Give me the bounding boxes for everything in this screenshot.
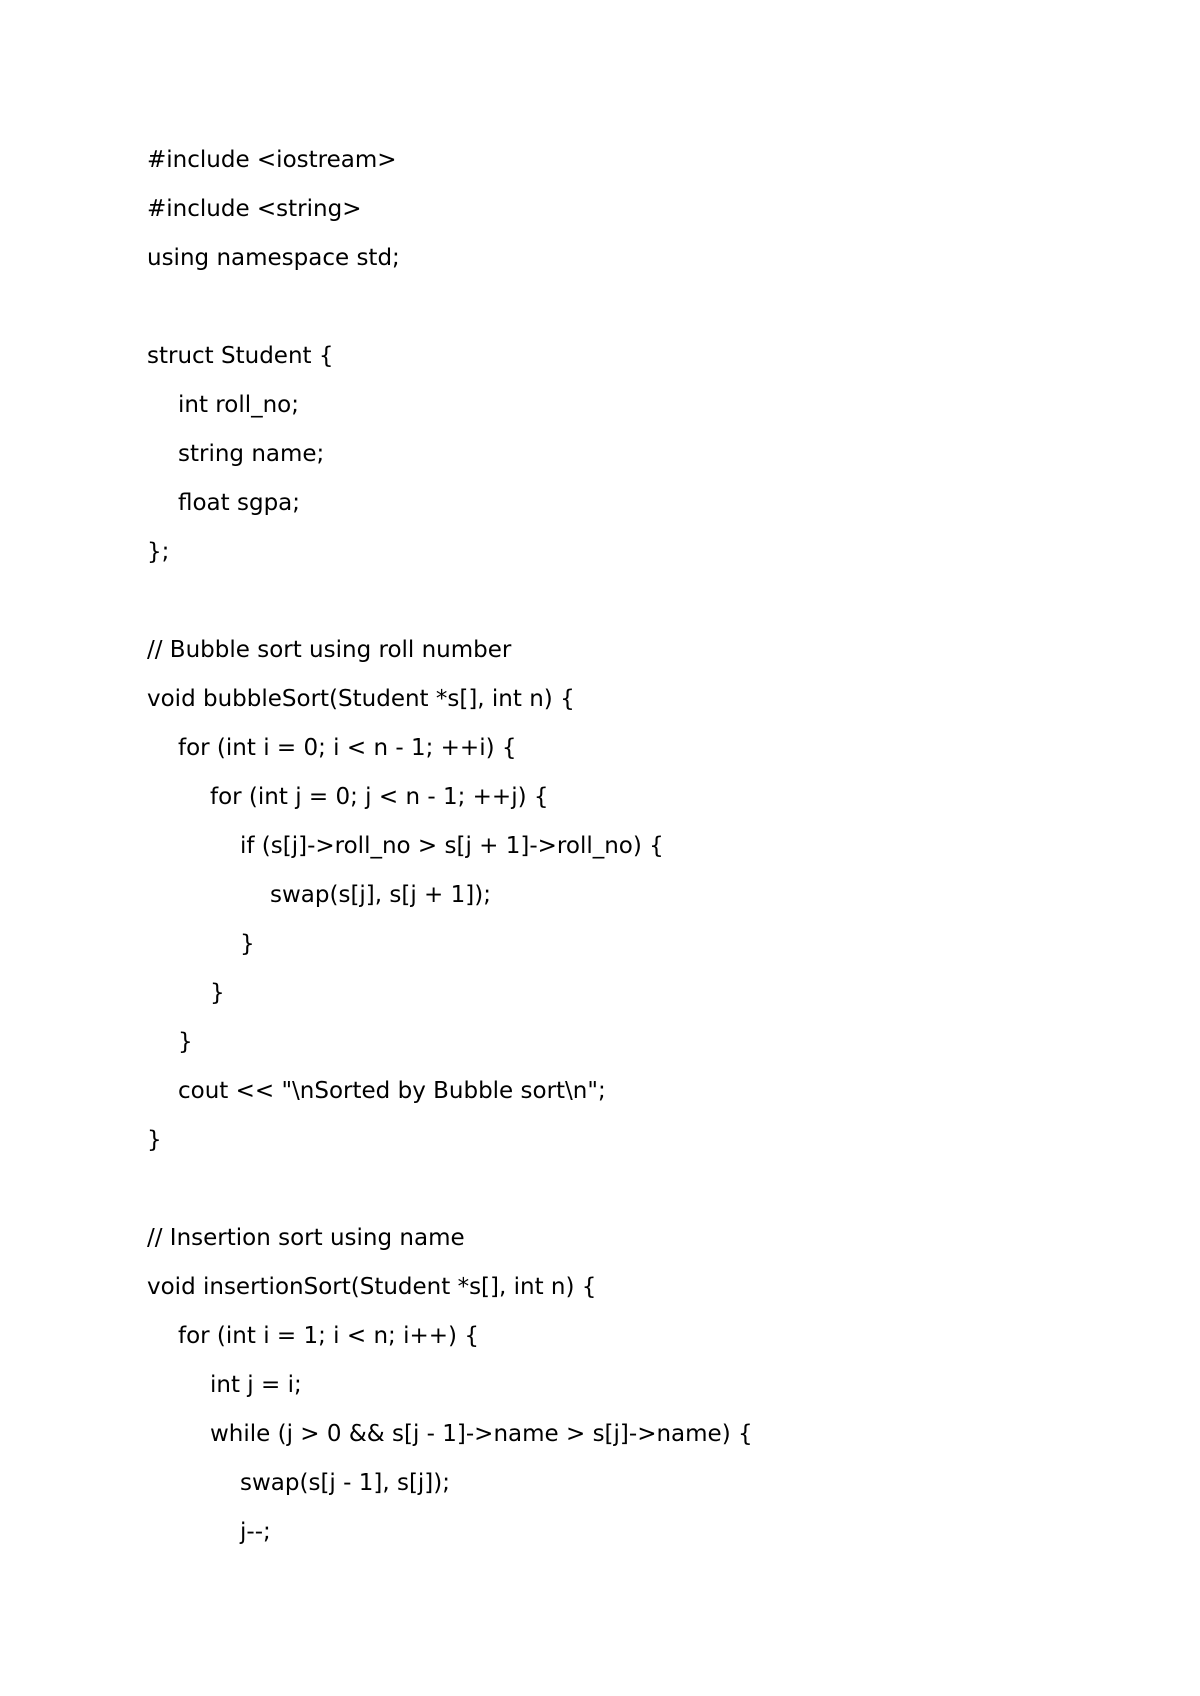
code-line: using namespace std; [147,245,400,271]
code-line: } [210,980,225,1006]
code-line: for (int j = 0; j < n - 1; ++j) { [210,784,549,810]
code-line: #include <string> [147,196,362,222]
code-line: for (int i = 1; i < n; i++) { [178,1323,479,1349]
code-line: int j = i; [210,1372,302,1398]
blank-line [147,577,753,626]
code-line: } [178,1029,193,1055]
code-line: for (int i = 0; i < n - 1; ++i) { [178,735,517,761]
comment-line: // Bubble sort using roll number [147,637,512,663]
code-line: void insertionSort(Student *s[], int n) { [147,1274,597,1300]
code-line: j--; [240,1519,271,1545]
comment-line: // Insertion sort using name [147,1225,465,1251]
code-line: cout << "\nSorted by Bubble sort\n"; [178,1078,606,1104]
code-line: #include <iostream> [147,147,397,173]
blank-line [147,1165,753,1214]
code-line: swap(s[j], s[j + 1]); [270,882,491,908]
code-line: }; [147,539,170,565]
code-line: float sgpa; [178,490,301,516]
code-line: struct Student { [147,343,334,369]
code-line: } [240,931,255,957]
blank-line [147,283,753,332]
code-block [147,136,753,1557]
code-line: void bubbleSort(Student *s[], int n) { [147,686,575,712]
code-line: int roll_no; [178,392,299,418]
code-line: } [147,1127,162,1153]
code-line: string name; [178,441,325,467]
code-line: if (s[j]->roll_no > s[j + 1]->roll_no) { [240,833,664,859]
code-line: while (j > 0 && s[j - 1]->name > s[j]->name) { [210,1421,753,1447]
code-line: swap(s[j - 1], s[j]); [240,1470,450,1496]
